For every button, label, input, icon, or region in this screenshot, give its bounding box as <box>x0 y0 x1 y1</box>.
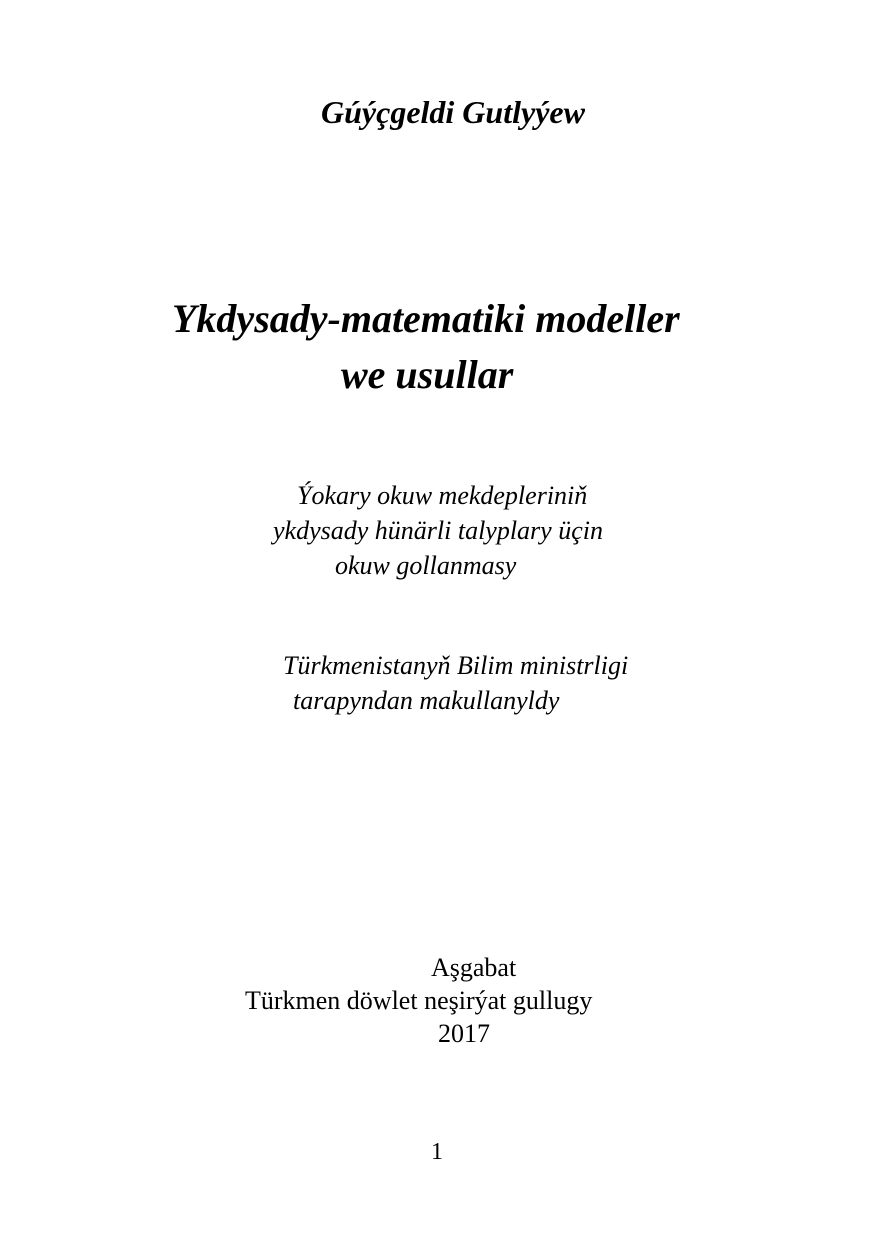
subtitle-line-2: ykdysady hünärli talyplary üçin <box>273 516 603 545</box>
book-title-line-1: Ykdysady-matematiki modeller <box>172 296 680 341</box>
page-number: 1 <box>431 1139 443 1165</box>
book-title-line-2: we usullar <box>341 352 514 397</box>
approval-line-2: tarapyndan makullanyldy <box>293 686 560 715</box>
subtitle-line-1: Ýokary okuw mekdepleriniň <box>297 481 588 510</box>
approval-line-1: Türkmenistanyň Bilim ministrligi <box>283 651 629 680</box>
publication-year: 2017 <box>438 1019 490 1048</box>
author-name: Gúýçgeldi Gutlyýew <box>321 94 585 130</box>
publisher-city: Aşgabat <box>431 953 517 982</box>
publisher-name: Türkmen döwlet neşirýat gullugy <box>245 986 593 1015</box>
subtitle-line-3: okuw gollanmasy <box>335 551 517 580</box>
